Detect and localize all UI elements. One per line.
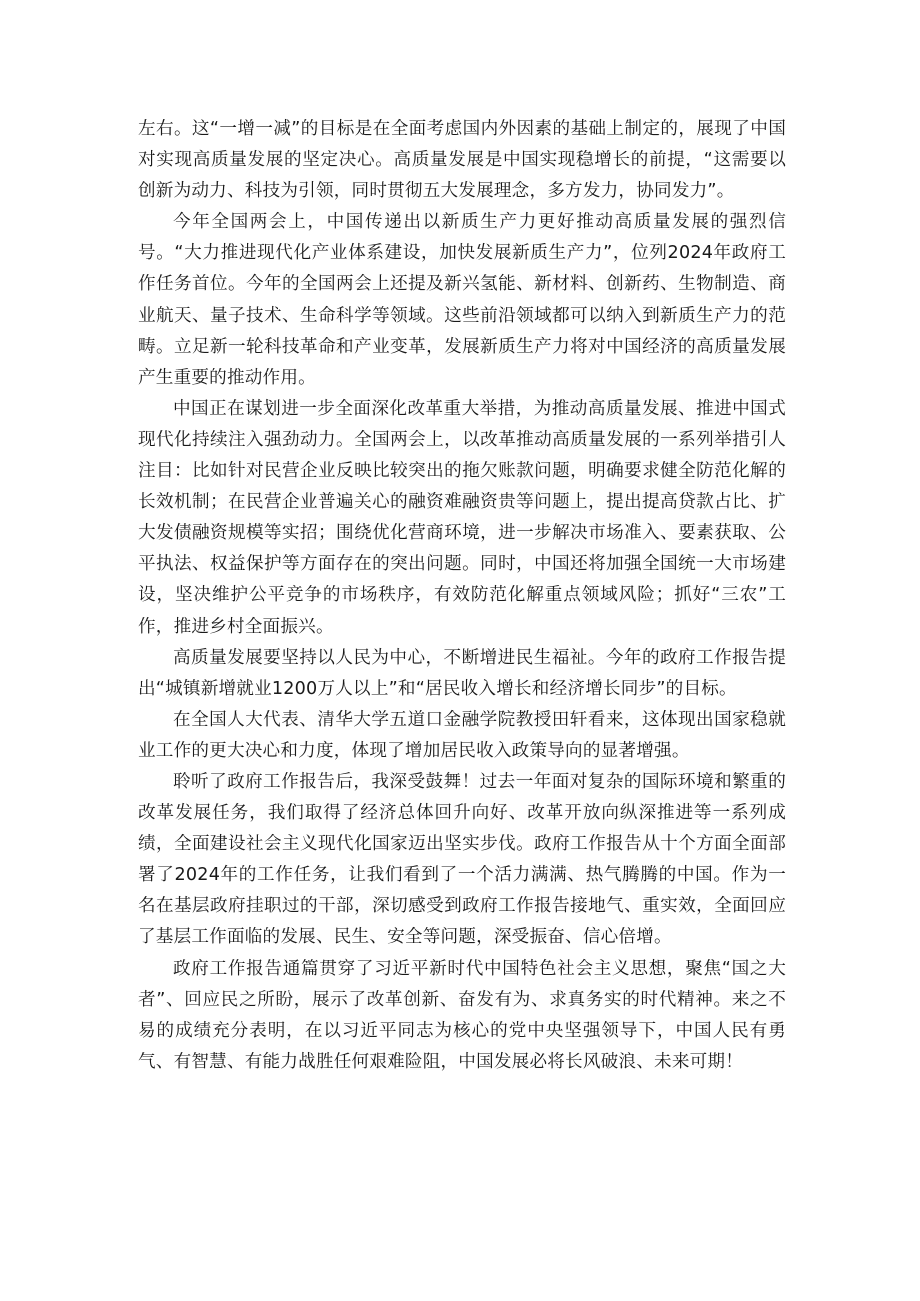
document-body: [138, 114, 786, 1078]
paragraph-4: 高质量发展要坚持以人民为中心，不断增进民生福祉。今年的政府工作报告提出“城镇新增就业1200万人以上”和“居民收入增长和经济增长同步”的目标。: [138, 647, 786, 699]
paragraph-3: 中国正在谋划进一步全面深化改革重大举措，为推动高质量发展、推进中国式现代化持续注入强劲动力。全国两会上，以改革推动高质量发展的一系列举措引人注目：比如针对民营企业反映比较突出的拖欠账款问题，明确要求健全防范化解的长效机制；在民营企业普遍关心的融资难融资贵等问题上，提出提高贷款占比、扩大发债融资规模等实招；围绕优化营商环境，进一步解决市场准入、要素获取、公平执法、权益保护等方面存在的突出问题。同时，中国还将加强全国统一大市场建设，坚决维护公平竞争的市场秩序，有效防范化解重点领域风险；抓好“三农”工作，推进乡村全面振兴。: [138, 398, 786, 637]
paragraph-7: 政府工作报告通篇贯穿了习近平新时代中国特色社会主义思想，聚焦“国之大者”、回应民之所盼，展示了改革创新、奋发有为、求真务实的时代精神。来之不易的成绩充分表明，在以习近平同志为核心的党中央坚强领导下，中国人民有勇气、有智慧、有能力战胜任何艰难险阻，中国发展必将长风破浪、未来可期！: [138, 958, 786, 1072]
paragraph-6: 聆听了政府工作报告后，我深受鼓舞！过去一年面对复杂的国际环境和繁重的改革发展任务，我们取得了经济总体回升向好、改革开放向纵深推进等一系列成绩，全面建设社会主义现代化国家迈出坚实步伐。政府工作报告从十个方面全面部署了2024年的工作任务，让我们看到了一个活力满满、热气腾腾的中国。作为一名在基层政府挂职过的干部，深切感受到政府工作报告接地气、重实效，全面回应了基层工作面临的发展、民生、安全等问题，深受振奋、信心倍增。: [138, 771, 786, 948]
paragraph-5: 在全国人大代表、清华大学五道口金融学院教授田轩看来，这体现出国家稳就业工作的更大决心和力度，体现了增加居民收入政策导向的显著增强。: [138, 709, 786, 761]
paragraph-1: 左右。这“一增一减”的目标是在全面考虑国内外因素的基础上制定的，展现了中国对实现高质量发展的坚定决心。高质量发展是中国实现稳增长的前提，“这需要以创新为动力、科技为引领，同时贯彻五大发展理念，多方发力，协同发力”。: [138, 119, 786, 202]
paragraph-2: 今年全国两会上，中国传递出以新质生产力更好推动高质量发展的强烈信号。“大力推进现代化产业体系建设，加快发展新质生产力”，位列2024年政府工作任务首位。今年的全国两会上还提及新兴氢能、新材料、创新药、生物制造、商业航天、量子技术、生命科学等领域。这些前沿领域都可以纳入到新质生产力的范畴。立足新一轮科技革命和产业变革，发展新质生产力将对中国经济的高质量发展产生重要的推动作用。: [138, 212, 786, 388]
